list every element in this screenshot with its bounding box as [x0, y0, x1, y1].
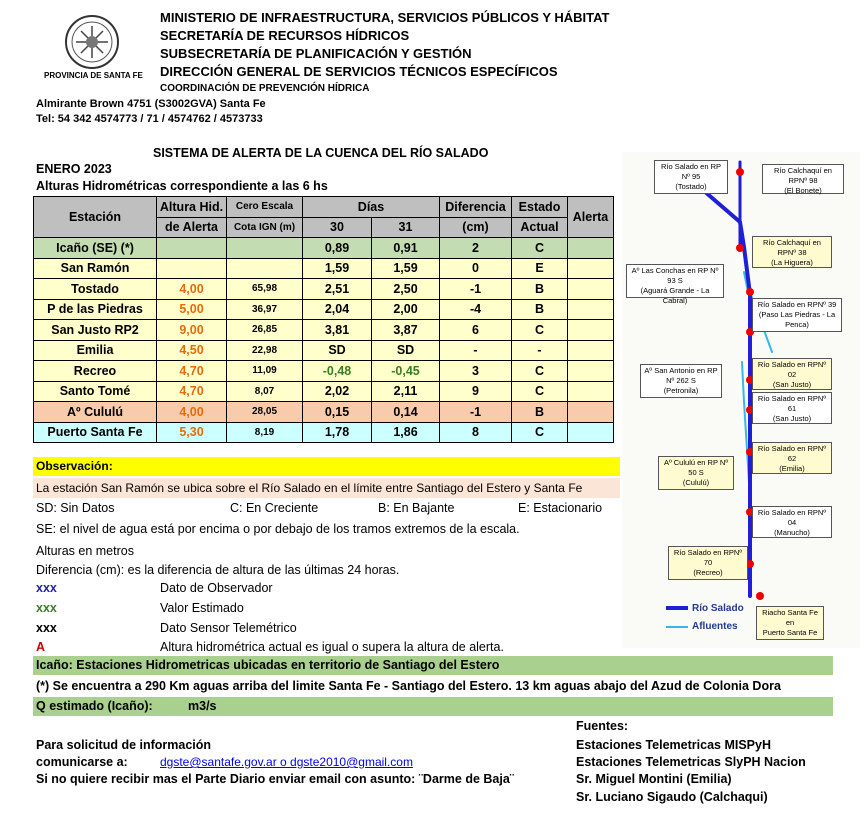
day31-cell: 3,87 [372, 320, 440, 341]
station-cell: Tostado [34, 279, 157, 300]
map-station-label [668, 546, 748, 580]
map-station-place: (Tostado) [675, 182, 707, 191]
code-b: B: En Bajante [378, 501, 455, 515]
th-station: Estación [34, 197, 157, 238]
legend-code: A [36, 640, 46, 654]
map-station-place: (El Bonete) [784, 186, 822, 195]
state-cell: C [512, 238, 568, 259]
table-row [34, 340, 614, 361]
note-diff: Diferencia (cm): es la diferencia de altura de las últimas 24 horas. [36, 563, 400, 577]
station-cell: San Ramón [34, 258, 157, 279]
map-station-place: (Cululú) [682, 478, 710, 487]
map-station-label [752, 506, 832, 538]
alert-height-cell: 4,70 [157, 381, 227, 402]
day31-cell: 1,86 [372, 422, 440, 443]
station-cell: Icaño (SE) (*) [34, 238, 157, 259]
day31-cell: 1,59 [372, 258, 440, 279]
day30-cell: 2,04 [303, 299, 372, 320]
province-seal-icon [62, 14, 122, 70]
report-month: ENERO 2023 [36, 162, 112, 176]
map-station-label [626, 264, 724, 305]
th-alert-height-1: Altura Hid. [157, 197, 227, 218]
map-station-place: (Emilia) [779, 464, 805, 473]
province-name: PROVINCIA DE SANTA FE [44, 71, 143, 80]
legend-code: xxx [36, 621, 57, 635]
legend-code: xxx [36, 601, 57, 615]
map-station-name: Río Salado en RPNº 39 [757, 300, 837, 309]
phone: Tel: 54 342 4574773 / 71 / 4574762 / 4573733 [36, 113, 263, 125]
star-note: (*) Se encuentra a 290 Km aguas arriba del limite Santa Fe - Santiago del Estero. 13 km aguas abajo del Azud de Colonia Dora [36, 679, 781, 693]
report-title: SISTEMA DE ALERTA DE LA CUENCA DEL RÍO SALADO [153, 146, 489, 160]
alert-height-cell: 5,00 [157, 299, 227, 320]
contact-email-link[interactable]: dgste@santafe.gov.ar o dgste2010@gmail.com [160, 755, 413, 769]
map-station-name: Río Salado en RPNº 61 [757, 394, 827, 413]
q-unit: m3/s [188, 699, 217, 713]
map-station-label [752, 236, 832, 268]
diff-cell: 0 [440, 258, 512, 279]
header-line-4: DIRECCIÓN GENERAL DE SERVICIOS TÉCNICOS ESPECÍFICOS [160, 64, 558, 79]
map-station-label [654, 160, 728, 194]
address: Almirante Brown 4751 (S3002GVA) Santa Fe [36, 98, 266, 110]
state-cell: E [512, 258, 568, 279]
th-day-31: 31 [372, 217, 440, 238]
alert-cell [568, 258, 614, 279]
map-station-name: Aº Las Conchas en RP Nº 93 S [631, 266, 719, 285]
th-diff-1: Diferencia [440, 197, 512, 218]
alert-cell [568, 340, 614, 361]
alert-cell [568, 320, 614, 341]
zero-cell [227, 238, 303, 259]
map-station-place: (San Justo) [772, 414, 812, 423]
day31-cell: 0,14 [372, 402, 440, 423]
zero-cell: 28,05 [227, 402, 303, 423]
source-4: Sr. Luciano Sigaudo (Calchaqui) [576, 790, 768, 804]
day30-cell: SD [303, 340, 372, 361]
day31-cell: 2,11 [372, 381, 440, 402]
map-station-name: Río Salado en RPNº 62 [757, 444, 827, 463]
unsubscribe-note: Si no quiere recibir mas el Parte Diario enviar email con asunto: ¨Darme de Baja¨ [36, 772, 514, 786]
map-station-place: (San Justo) [772, 380, 812, 389]
map-station-place: (Aguará Grande - La Cabral) [640, 286, 710, 305]
state-cell: C [512, 361, 568, 382]
q-band [33, 697, 833, 716]
station-cell: Aº Cululú [34, 402, 157, 423]
q-label: Q estimado (Icaño): [36, 699, 153, 713]
map-station-place: (Recreo) [693, 568, 723, 577]
th-alert: Alerta [568, 197, 614, 238]
diff-cell: -1 [440, 279, 512, 300]
th-zero-2: Cota IGN (m) [227, 217, 303, 238]
legend-code: xxx [36, 581, 57, 595]
th-day-30: 30 [303, 217, 372, 238]
map-station-label [640, 364, 722, 398]
header-line-3: SUBSECRETARÍA DE PLANIFICACIÓN Y GESTIÓN [160, 46, 472, 61]
icano-band [33, 656, 833, 675]
table-row [34, 258, 614, 279]
map-station-place: Puerto Santa Fe [762, 628, 818, 637]
diff-cell: - [440, 340, 512, 361]
map-station-label [752, 392, 832, 424]
alert-height-cell: 5,30 [157, 422, 227, 443]
diff-cell: 9 [440, 381, 512, 402]
zero-cell: 36,97 [227, 299, 303, 320]
alert-height-cell: 4,50 [157, 340, 227, 361]
legend-text: Altura hidrométrica actual es igual o supera la altura de alerta. [160, 640, 504, 654]
zero-cell: 8,07 [227, 381, 303, 402]
map-station-label [752, 358, 832, 390]
diff-cell: 2 [440, 238, 512, 259]
diff-cell: 6 [440, 320, 512, 341]
th-state-2: Actual [512, 217, 568, 238]
diff-cell: -4 [440, 299, 512, 320]
state-cell: - [512, 340, 568, 361]
day31-cell: 0,91 [372, 238, 440, 259]
observation-title: Observación: [36, 459, 113, 473]
state-cell: B [512, 402, 568, 423]
day30-cell: 2,51 [303, 279, 372, 300]
th-alert-height-2: de Alerta [157, 217, 227, 238]
table-row [34, 361, 614, 382]
legend-text: Dato Sensor Telemétrico [160, 621, 297, 635]
state-cell: C [512, 422, 568, 443]
map-station-name: Río Salado en RP Nº 95 [660, 162, 722, 181]
map-station-name: Aº San Antonio en RP Nº 262 S [644, 366, 718, 385]
state-cell: C [512, 381, 568, 402]
alert-cell [568, 279, 614, 300]
alert-cell [568, 299, 614, 320]
table-row [34, 422, 614, 443]
alert-cell [568, 381, 614, 402]
icano-note: Icaño: Estaciones Hidrometricas ubicadas en territorio de Santiago del Estero [36, 658, 500, 672]
diff-cell: 8 [440, 422, 512, 443]
source-3: Sr. Miguel Montini (Emilia) [576, 772, 732, 786]
map-station-label [762, 164, 844, 194]
day30-cell: 0,89 [303, 238, 372, 259]
th-days: Días [303, 197, 440, 218]
zero-cell: 8,19 [227, 422, 303, 443]
map-station-label [752, 298, 842, 332]
day30-cell: -0,48 [303, 361, 372, 382]
day30-cell: 2,02 [303, 381, 372, 402]
legend-text: Dato de Observador [160, 581, 273, 595]
alert-height-cell: 9,00 [157, 320, 227, 341]
legend-tributaries: Afluentes [692, 621, 738, 632]
map-station-name: Río Calchaquí en RPNº 98 [774, 166, 832, 185]
diff-cell: 3 [440, 361, 512, 382]
map-station-name: Río Calchaquí en RPNº 38 [763, 238, 821, 257]
sources-title: Fuentes: [576, 719, 629, 733]
zero-cell: 65,98 [227, 279, 303, 300]
code-c: C: En Creciente [230, 501, 319, 515]
map-station-place: (Paso Las Piedras - La Penca) [758, 310, 836, 329]
day31-cell: 2,00 [372, 299, 440, 320]
alert-cell [568, 402, 614, 423]
station-cell: Puerto Santa Fe [34, 422, 157, 443]
map-station-label [752, 442, 832, 474]
table-row [34, 320, 614, 341]
alert-cell [568, 361, 614, 382]
source-1: Estaciones Telemetricas MISPyH [576, 738, 771, 752]
note-se: SE: el nivel de agua está por encima o por debajo de los tramos extremos de la escala. [36, 522, 520, 536]
table-row [34, 402, 614, 423]
diff-cell: -1 [440, 402, 512, 423]
alert-cell [568, 422, 614, 443]
map-station-name: Aº Cululú en RP Nº 50 S [663, 458, 729, 477]
alert-height-cell [157, 258, 227, 279]
th-diff-2: (cm) [440, 217, 512, 238]
zero-cell [227, 258, 303, 279]
observation-text: La estación San Ramón se ubica sobre el Río Salado en el límite entre Santiago del Estero y Santa Fe [36, 481, 583, 495]
header-line-2: SECRETARÍA DE RECURSOS HÍDRICOS [160, 28, 410, 43]
legend-main-river: Río Salado [692, 603, 744, 614]
basin-map [622, 152, 860, 648]
day30-cell: 0,15 [303, 402, 372, 423]
th-state-1: Estado [512, 197, 568, 218]
alert-height-cell [157, 238, 227, 259]
zero-cell: 22,98 [227, 340, 303, 361]
observation-band [33, 457, 620, 476]
map-station-label [756, 606, 824, 640]
map-station-place: (Petronila) [663, 386, 699, 395]
info-line-2: comunicarse a: [36, 755, 128, 769]
source-2: Estaciones Telemetricas SlyPH Nacion [576, 755, 806, 769]
th-zero-1: Cero Escala [227, 197, 303, 218]
legend-text: Valor Estimado [160, 601, 244, 615]
code-e: E: Estacionario [518, 501, 603, 515]
state-cell: C [512, 320, 568, 341]
map-station-name: Riacho Santa Fe en [762, 608, 818, 627]
table-row [34, 238, 614, 259]
map-station-name: Río Salado en RPNº 70 [673, 548, 743, 567]
zero-cell: 11,09 [227, 361, 303, 382]
zero-cell: 26,85 [227, 320, 303, 341]
day30-cell: 3,81 [303, 320, 372, 341]
station-cell: San Justo RP2 [34, 320, 157, 341]
note-meters: Alturas en metros [36, 544, 134, 558]
alert-cell [568, 238, 614, 259]
state-cell: B [512, 299, 568, 320]
coordination: COORDINACIÓN DE PREVENCIÓN HÍDRICA [160, 83, 370, 94]
hydrometric-table [33, 196, 614, 443]
station-cell: P de las Piedras [34, 299, 157, 320]
day31-cell: 2,50 [372, 279, 440, 300]
table-row [34, 279, 614, 300]
table-row [34, 299, 614, 320]
map-station-name: Río Salado en RPNº 04 [757, 508, 827, 527]
day30-cell: 1,78 [303, 422, 372, 443]
station-cell: Emilia [34, 340, 157, 361]
observation-text-band [33, 478, 620, 498]
info-line-1: Para solicitud de información [36, 738, 212, 752]
day31-cell: -0,45 [372, 361, 440, 382]
map-station-place: (La Higuera) [771, 258, 813, 267]
table-row [34, 381, 614, 402]
station-cell: Santo Tomé [34, 381, 157, 402]
map-station-place: (Manucho) [774, 528, 810, 537]
code-sd: SD: Sin Datos [36, 501, 115, 515]
day31-cell: SD [372, 340, 440, 361]
alert-height-cell: 4,00 [157, 279, 227, 300]
state-cell: B [512, 279, 568, 300]
station-cell: Recreo [34, 361, 157, 382]
alert-height-cell: 4,70 [157, 361, 227, 382]
report-subtitle: Alturas Hidrométricas correspondiente a las 6 hs [36, 179, 328, 193]
day30-cell: 1,59 [303, 258, 372, 279]
map-station-label [658, 456, 734, 490]
header-line-1: MINISTERIO DE INFRAESTRUCTURA, SERVICIOS PÚBLICOS Y HÁBITAT [160, 10, 610, 25]
alert-height-cell: 4,00 [157, 402, 227, 423]
map-station-name: Río Salado en RPNº 02 [757, 360, 827, 379]
